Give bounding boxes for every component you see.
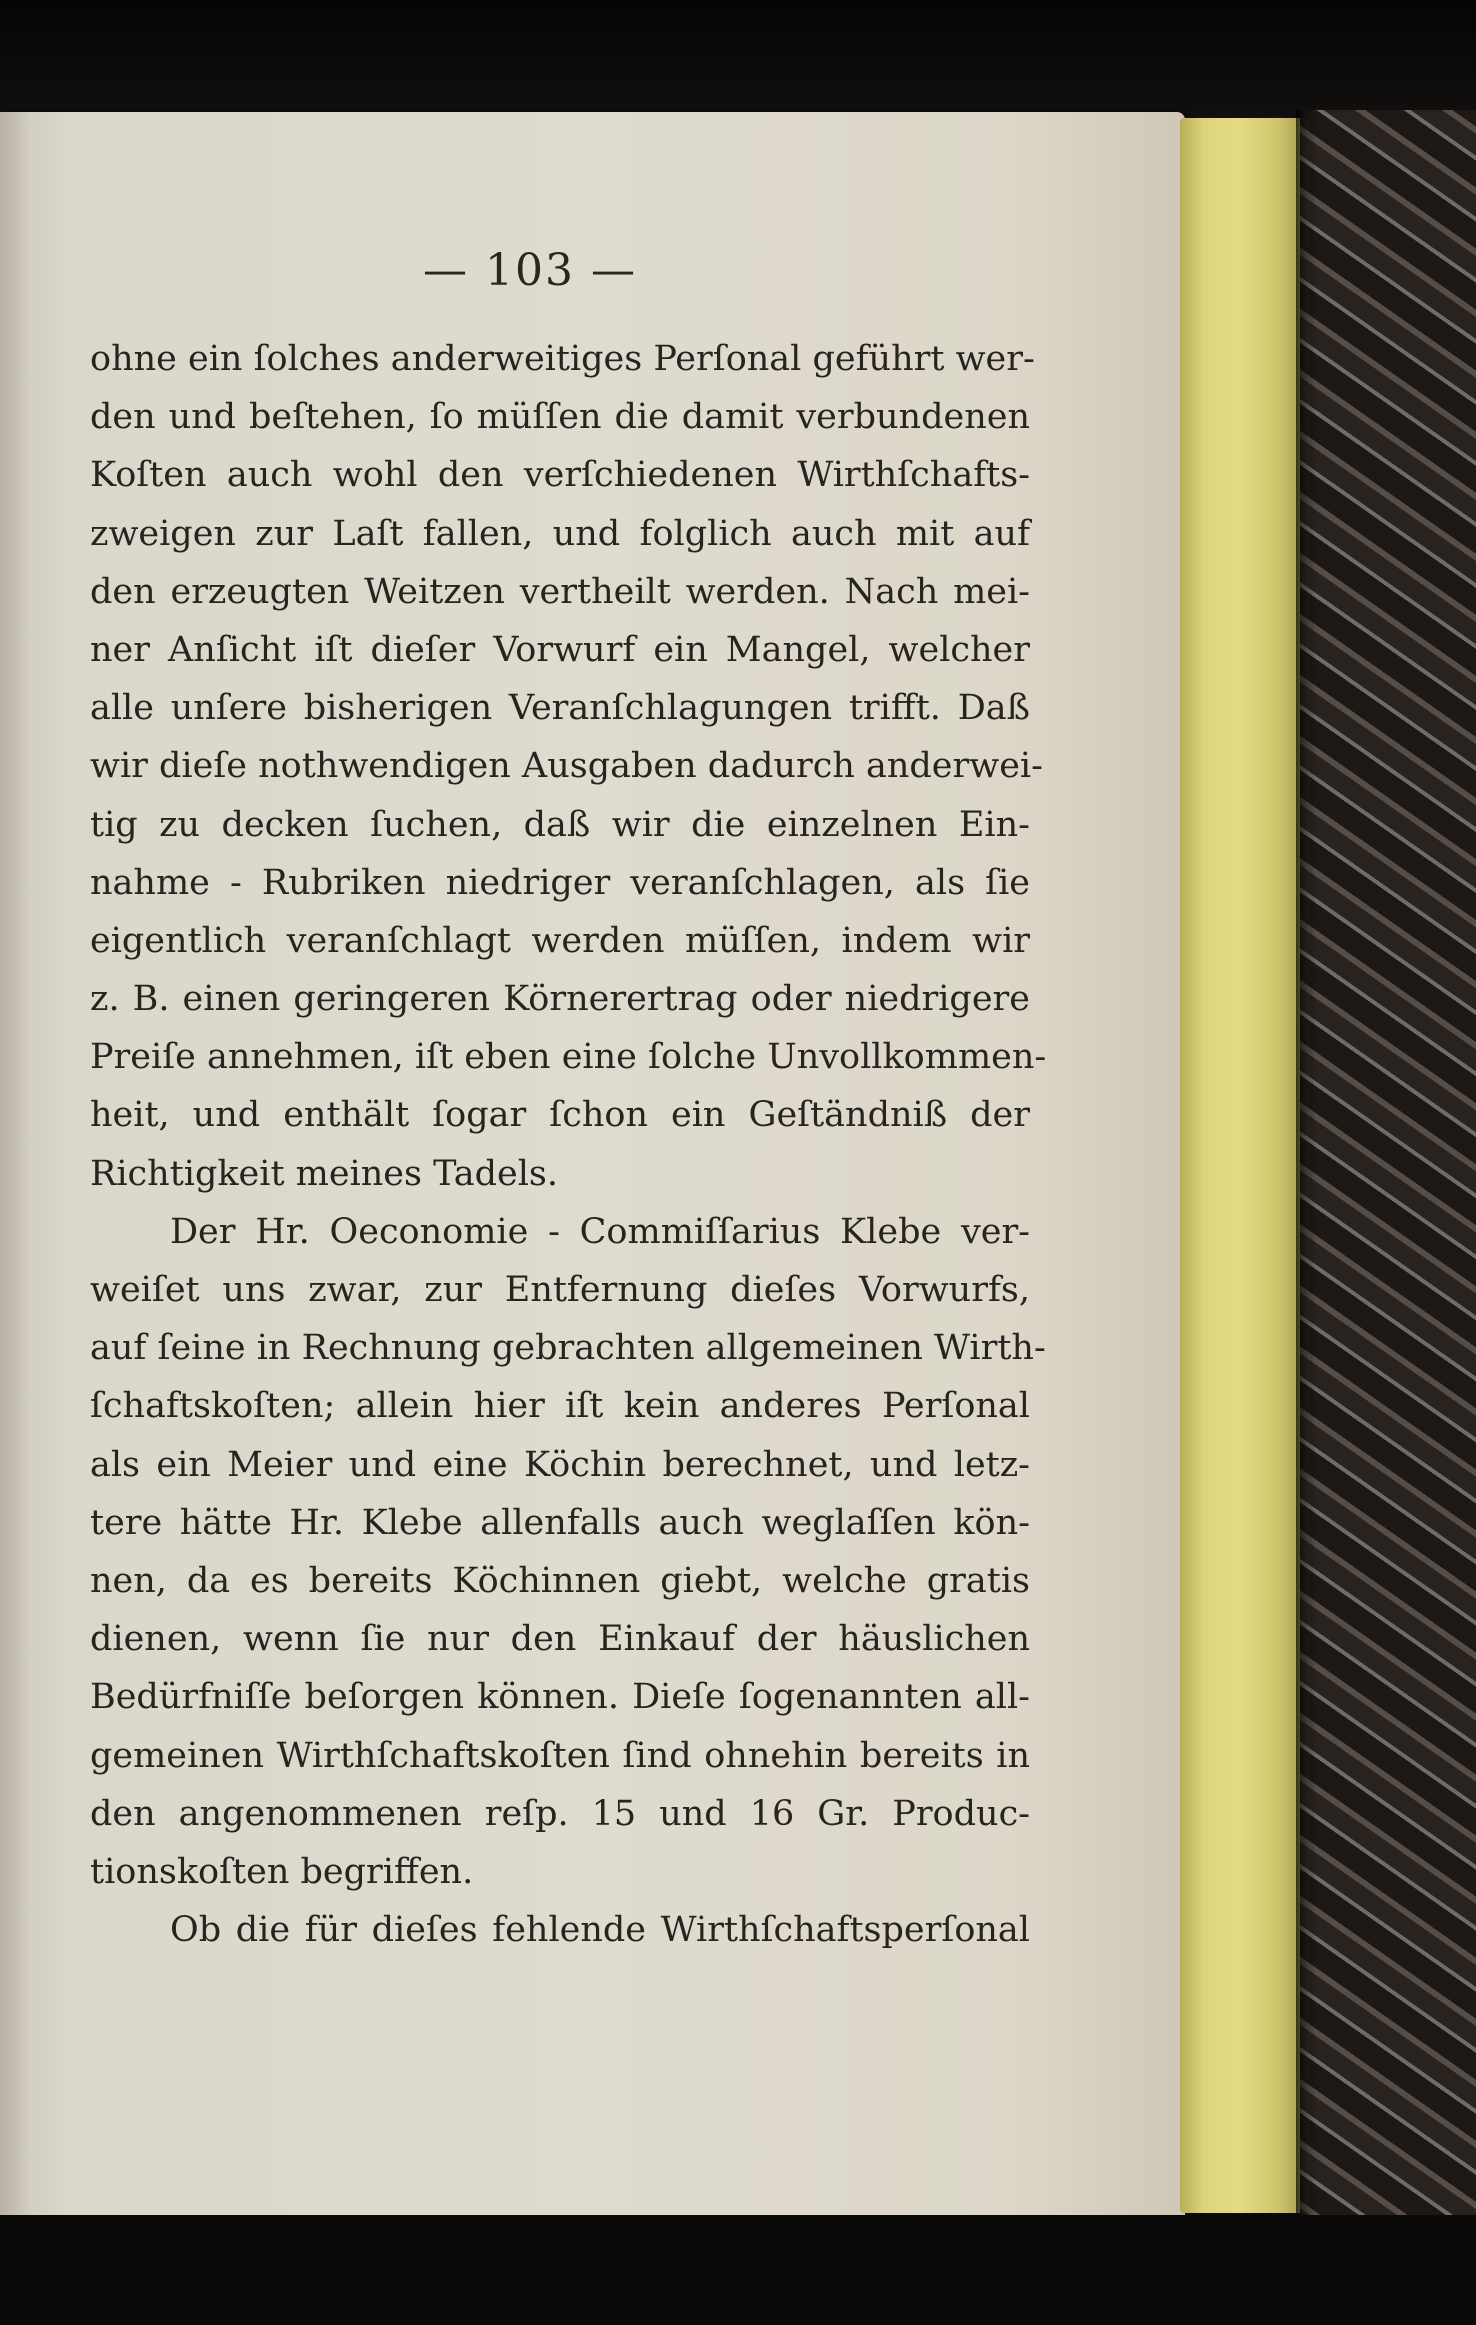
text-line: den angenommenen reſp. 15 und 16 Gr. Produc-	[90, 1793, 1030, 1834]
text-line: ohne ein ſolches anderweitiges Perſonal geführt wer-	[90, 339, 1035, 379]
text-line: nen, da es bereits Köchinnen giebt, welche gratis	[90, 1560, 1030, 1601]
text-line: eigentlich veranſchlagt werden müſſen, indem wir	[90, 920, 1030, 961]
text-line: als ein Meier und eine Köchin berechnet, und letz-	[90, 1444, 1030, 1485]
text-line: auf ſeine in Rechnung gebrachten allgemeinen Wirth-	[90, 1328, 1046, 1369]
page-gutter-shadow	[0, 112, 30, 2222]
text-line: Koſten auch wohl den verſchiedenen Wirthſchafts-	[90, 455, 1030, 496]
text-line: gemeinen Wirthſchaftskoſten ſind ohnehin bereits in	[90, 1735, 1030, 1776]
text-line: dienen, wenn ſie nur den Einkauf der häuslichen	[90, 1619, 1030, 1660]
text-line: heit, und enthält ſogar ſchon ein Geſtändniß der	[90, 1095, 1030, 1136]
text-line: ſchaftskoſten; allein hier iſt kein anderes Perſonal	[90, 1386, 1030, 1427]
text-line: Preiſe annehmen, iſt eben eine ſolche Unvollkommen-	[90, 1037, 1047, 1078]
text-line: tionskoſten begriffen.	[90, 1851, 474, 1892]
text-line: nahme - Rubriken niedriger veranſchlagen, als ſie	[90, 862, 1030, 903]
text-line: den und beſtehen, ſo müſſen die damit verbundenen	[90, 397, 1030, 438]
page-number-header: — 103 —	[423, 245, 637, 296]
text-line: Richtigkeit meines Tadels.	[90, 1153, 558, 1194]
text-line: wir dieſe nothwendigen Ausgaben dadurch anderwei-	[90, 746, 1043, 787]
text-line: den erzeugten Weitzen vertheilt werden. Nach mei-	[90, 571, 1030, 612]
text-line: weiſet uns zwar, zur Entfernung dieſes Vorwurfs,	[90, 1270, 1030, 1310]
book-cover-marbled	[1300, 110, 1476, 2230]
background-bottom	[0, 2215, 1476, 2325]
cover-shadow	[1296, 110, 1316, 2230]
text-line: tig zu decken ſuchen, daß wir die einzelnen Ein-	[90, 804, 1030, 845]
text-line: z. B. einen geringeren Körnerertrag oder niedrigere	[90, 979, 1030, 1020]
body-text	[90, 330, 1047, 1959]
text-line: Bedürfniſſe beſorgen können. Dieſe ſogenannten all-	[90, 1677, 1030, 1718]
text-line: alle unſere bisherigen Veranſchlagungen trifft. Daß	[90, 688, 1030, 729]
text-line: zweigen zur Laſt fallen, und folglich auch mit auf	[90, 513, 1030, 554]
text-line: tere hätte Hr. Klebe allenfalls auch weglaſſen kön-	[90, 1502, 1030, 1543]
text-line: Ob die für dieſes fehlende Wirthſchaftsperſonal	[170, 1910, 1030, 1951]
page-stack-edge	[1180, 118, 1310, 2213]
text-line: ner Anſicht iſt dieſer Vorwurf ein Mangel, welcher	[90, 629, 1030, 670]
text-line: Der Hr. Oeconomie - Commiſſarius Klebe ver-	[170, 1211, 1030, 1252]
